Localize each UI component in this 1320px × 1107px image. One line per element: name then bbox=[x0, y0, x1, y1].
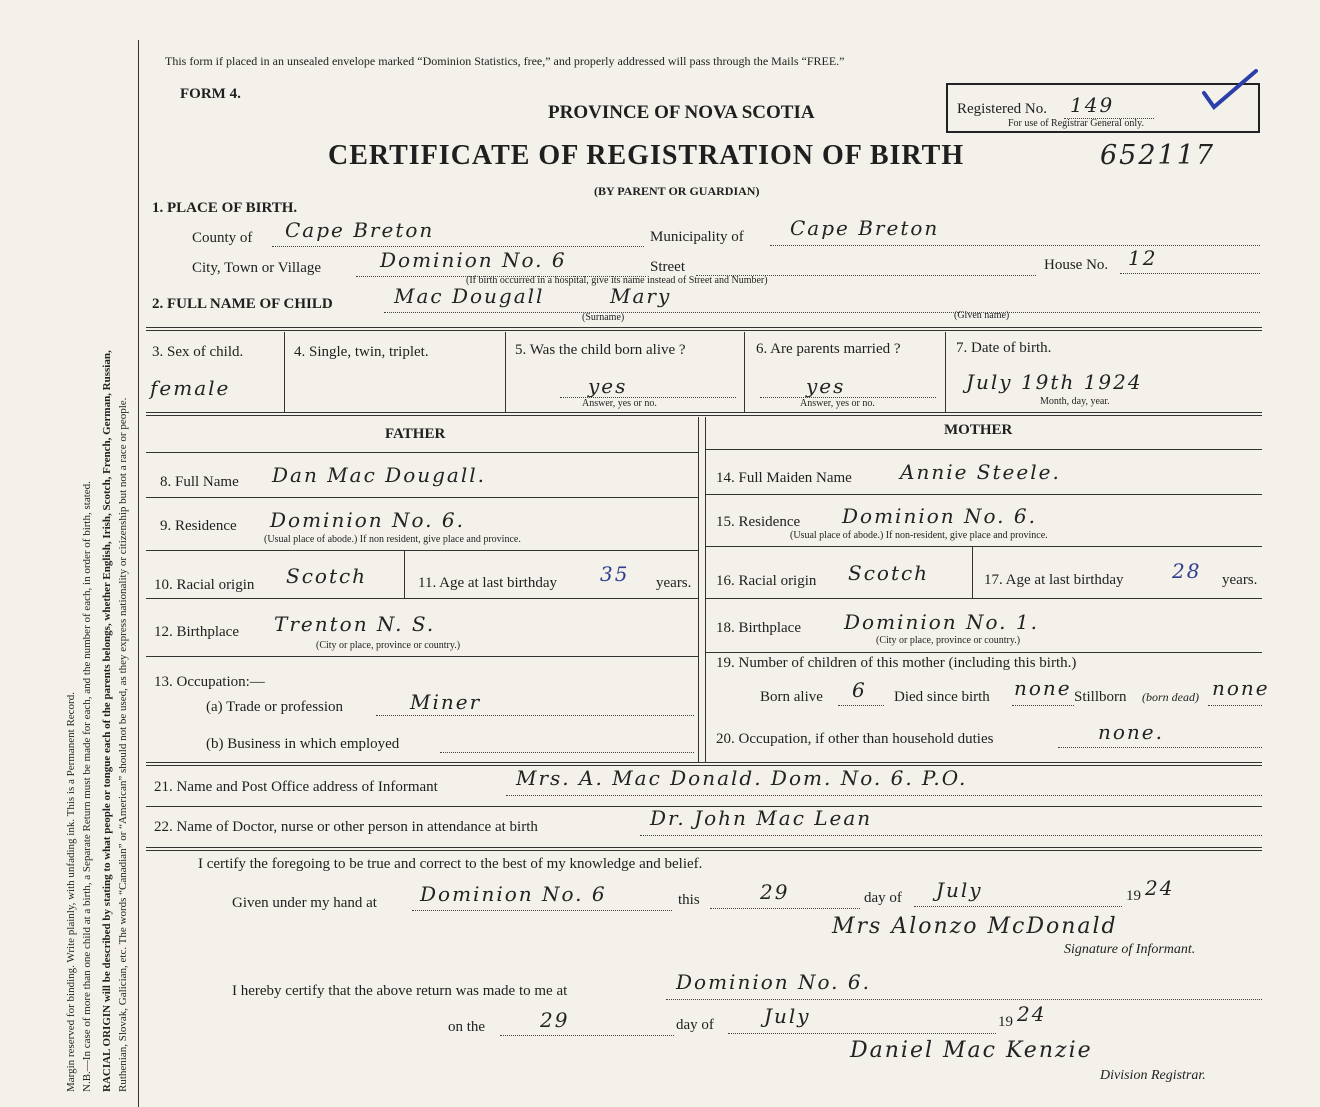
child-given-name: Mary bbox=[610, 284, 672, 308]
informant-label: 21. Name and Post Office address of Informant bbox=[154, 779, 438, 795]
stillborn-note: (born dead) bbox=[1142, 690, 1199, 704]
mother-occupation-label: 20. Occupation, if other than household duties bbox=[716, 731, 994, 747]
province-heading: PROVINCE OF NOVA SCOTIA bbox=[548, 102, 815, 123]
father-birthplace-value: Trenton N. S. bbox=[274, 612, 436, 636]
municipality-value: Cape Breton bbox=[790, 216, 940, 240]
registrar-day-value: 29 bbox=[540, 1008, 570, 1032]
county-value: Cape Breton bbox=[285, 218, 435, 242]
doctor-label: 22. Name of Doctor, nurse or other person in attendance at birth bbox=[154, 819, 538, 835]
father-residence-label: 9. Residence bbox=[160, 518, 237, 534]
mother-birthplace-label: 18. Birthplace bbox=[716, 620, 801, 636]
born-alive-count: 6 bbox=[852, 678, 867, 702]
place-heading: 1. PLACE OF BIRTH. bbox=[152, 200, 298, 216]
certify-day-of-label: day of bbox=[864, 890, 902, 906]
father-business-label: (b) Business in which employed bbox=[206, 736, 400, 752]
stillborn-label: Stillborn bbox=[1074, 689, 1127, 705]
child-surname: Mac Dougall bbox=[394, 284, 545, 308]
father-birthplace-label: 12. Birthplace bbox=[154, 624, 239, 640]
registered-note: For use of Registrar General only. bbox=[1008, 118, 1144, 129]
mother-name-value: Annie Steele. bbox=[900, 460, 1061, 484]
certificate-number: 652117 bbox=[1100, 140, 1216, 171]
certificate-subtitle: (BY PARENT OR GUARDIAN) bbox=[594, 184, 760, 198]
given-place-value: Dominion No. 6 bbox=[420, 882, 607, 906]
parents-married-label: 6. Are parents married ? bbox=[756, 341, 901, 357]
died-since-birth-label: Died since birth bbox=[894, 689, 990, 705]
informant-signature-label: Signature of Informant. bbox=[1064, 942, 1196, 957]
registered-box bbox=[946, 83, 1260, 133]
father-birthplace-note: (City or place, province or country.) bbox=[316, 640, 461, 651]
father-age-label: 11. Age at last birthday bbox=[418, 575, 557, 591]
father-age-years: years. bbox=[656, 575, 692, 591]
father-heading: FATHER bbox=[385, 426, 446, 442]
county-label: County of bbox=[192, 230, 253, 246]
registered-label: Registered No. bbox=[957, 101, 1047, 117]
parents-married-value: yes bbox=[806, 374, 846, 398]
mother-heading: MOTHER bbox=[944, 422, 1013, 438]
mother-birthplace-note: (City or place, province or country.) bbox=[876, 635, 1021, 646]
father-trade-value: Miner bbox=[410, 690, 482, 714]
city-label: City, Town or Village bbox=[192, 260, 322, 276]
born-alive-note: Answer, yes or no. bbox=[582, 398, 657, 409]
date-of-birth-value: July 19th 1924 bbox=[966, 370, 1143, 394]
father-residence-value: Dominion No. 6. bbox=[270, 508, 465, 532]
registrar-year-prefix: 19 bbox=[998, 1014, 1013, 1030]
registrar-place-value: Dominion No. 6. bbox=[676, 970, 871, 994]
mother-racial-label: 16. Racial origin bbox=[716, 573, 817, 589]
municipality-label: Municipality of bbox=[650, 229, 744, 245]
father-name-value: Dan Mac Dougall. bbox=[272, 463, 486, 487]
margin-border bbox=[138, 40, 139, 1107]
mother-age-value: 28 bbox=[1172, 559, 1202, 583]
father-name-label: 8. Full Name bbox=[160, 474, 239, 490]
sex-label: 3. Sex of child. bbox=[152, 344, 244, 360]
checkmark-icon bbox=[1200, 69, 1260, 125]
street-label: Street bbox=[650, 259, 685, 275]
died-since-birth-count: none bbox=[1014, 676, 1072, 700]
mother-residence-value: Dominion No. 6. bbox=[842, 504, 1037, 528]
father-residence-note: (Usual place of abode.) If non resident, give place and province. bbox=[264, 534, 521, 545]
house-label: House No. bbox=[1044, 257, 1109, 273]
stillborn-count: none bbox=[1212, 676, 1270, 700]
registrar-day-of-label: day of bbox=[676, 1017, 714, 1033]
registrar-signature: Daniel Mac Kenzie bbox=[850, 1038, 1093, 1063]
surname-note: (Surname) bbox=[582, 312, 625, 323]
registrar-month-value: July bbox=[764, 1004, 811, 1028]
margin-note-3: RACIAL ORIGIN will be described by stating to what people or tongue each of the parents belongs, whether English, Irish, Scotch, French, German, Russian, bbox=[101, 350, 113, 1092]
mother-age-label: 17. Age at last birthday bbox=[984, 572, 1124, 588]
mother-residence-note: (Usual place of abode.) If non-resident, give place and province. bbox=[790, 530, 1048, 541]
certify-day-value: 29 bbox=[760, 880, 790, 904]
mother-name-label: 14. Full Maiden Name bbox=[716, 470, 852, 486]
mother-birthplace-value: Dominion No. 1. bbox=[844, 610, 1039, 634]
city-value: Dominion No. 6 bbox=[380, 248, 567, 272]
child-name-label: 2. FULL NAME OF CHILD bbox=[152, 296, 333, 312]
certificate-title: CERTIFICATE OF REGISTRATION OF BIRTH bbox=[328, 140, 965, 171]
registrar-statement: I hereby certify that the above return was made to me at bbox=[232, 983, 568, 999]
margin-note-4: Ruthenian, Slovak, Galician, etc. The words “Canadian” or “American” should not be used, as they express nationality or citizenship but not a race or people. bbox=[117, 397, 129, 1092]
hospital-note: (If birth occurred in a hospital, give its name instead of Street and Number) bbox=[466, 275, 768, 286]
given-name-note: (Given name) bbox=[954, 310, 1010, 321]
margin-note-2: N.B.—In case of more than one child at a birth, a Separate Return must be made for each, and the number of each, in order of birth, stated. bbox=[81, 481, 93, 1092]
certify-month-value: July bbox=[936, 878, 983, 902]
born-alive-count-label: Born alive bbox=[760, 689, 823, 705]
parents-married-note: Answer, yes or no. bbox=[800, 398, 875, 409]
registrar-year-suffix: 24 bbox=[1017, 1002, 1047, 1026]
certify-this-label: this bbox=[678, 892, 700, 908]
given-under-hand-label: Given under my hand at bbox=[232, 895, 377, 911]
mother-racial-value: Scotch bbox=[848, 561, 930, 585]
date-of-birth-label: 7. Date of birth. bbox=[956, 340, 1052, 356]
father-racial-value: Scotch bbox=[286, 564, 368, 588]
mother-children-label: 19. Number of children of this mother (including this birth.) bbox=[716, 655, 1077, 671]
doctor-value: Dr. John Mac Lean bbox=[650, 806, 873, 830]
certify-year-prefix: 19 bbox=[1126, 888, 1141, 904]
form-number: FORM 4. bbox=[180, 86, 241, 102]
date-of-birth-note: Month, day, year. bbox=[1040, 396, 1110, 407]
certify-year-suffix: 24 bbox=[1145, 876, 1175, 900]
house-value: 12 bbox=[1128, 246, 1158, 270]
informant-signature: Mrs Alonzo McDonald bbox=[832, 914, 1118, 939]
mother-age-years: years. bbox=[1222, 572, 1258, 588]
father-trade-label: (a) Trade or profession bbox=[206, 699, 344, 715]
father-occupation-label: 13. Occupation:— bbox=[154, 674, 265, 690]
certify-statement: I certify the foregoing to be true and correct to the best of my knowledge and belief. bbox=[198, 856, 703, 872]
born-alive-value: yes bbox=[588, 374, 628, 398]
margin-note-1: Margin reserved for binding. Write plainly, with unfading ink. This is a Permanent Record. bbox=[65, 692, 77, 1092]
postal-notice: This form if placed in an unsealed envelope marked “Dominion Statistics, free,” and properly addressed will pass through the Mails “FREE.” bbox=[165, 54, 845, 68]
father-racial-label: 10. Racial origin bbox=[154, 577, 255, 593]
sex-value: female bbox=[150, 376, 231, 400]
informant-value: Mrs. A. Mac Donald. Dom. No. 6. P.O. bbox=[516, 766, 968, 790]
mother-residence-label: 15. Residence bbox=[716, 514, 801, 530]
registrar-signature-label: Division Registrar. bbox=[1100, 1068, 1206, 1083]
mother-occupation-value: none. bbox=[1098, 720, 1164, 744]
registrar-on-label: on the bbox=[448, 1019, 486, 1035]
born-alive-label: 5. Was the child born alive ? bbox=[515, 342, 686, 358]
single-twin-label: 4. Single, twin, triplet. bbox=[294, 344, 429, 360]
father-age-value: 35 bbox=[600, 562, 630, 586]
registered-number: 149 bbox=[1070, 93, 1115, 117]
